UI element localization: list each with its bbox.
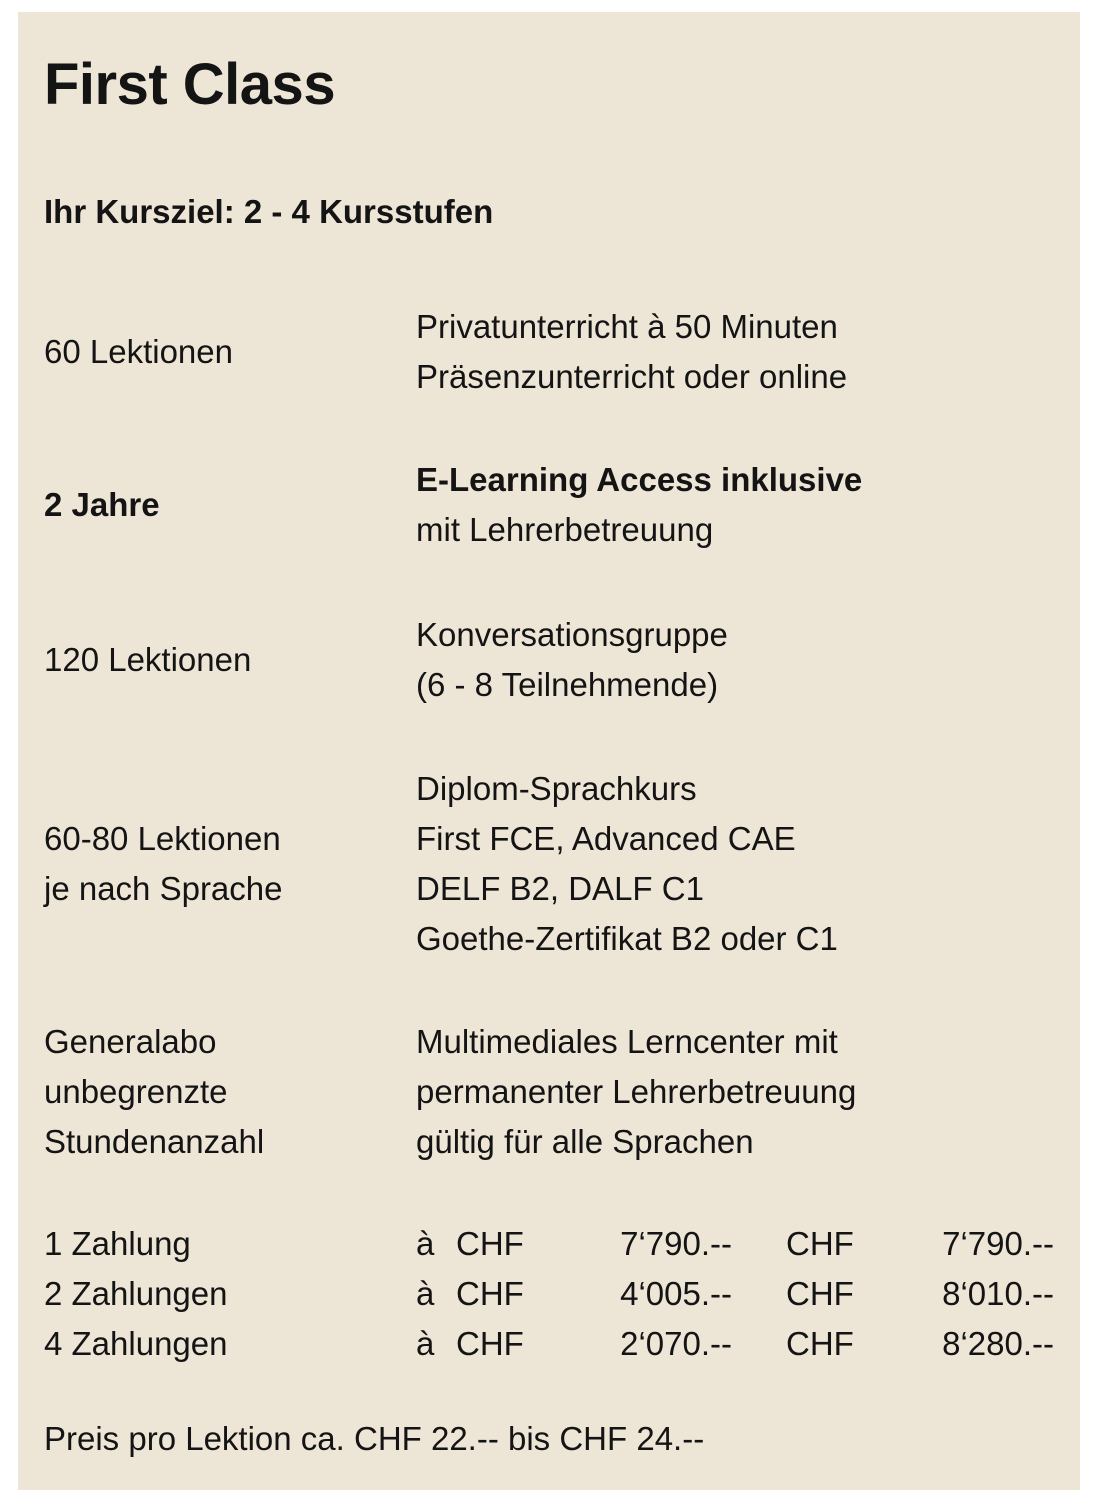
payment-row: 4 Zahlungen à CHF 2‘070.-- CHF 8‘280.--: [44, 1325, 1054, 1362]
feature-label: 60-80 Lektionen je nach Sprache: [44, 820, 283, 907]
payment-row: 1 Zahlung à CHF 7‘790.-- CHF 7‘790.--: [44, 1225, 1054, 1262]
feature-description: Konversationsgruppe (6 - 8 Teilnehmende): [416, 616, 728, 703]
feature-row-conversation: [44, 610, 1054, 710]
feature-row-lessons: [44, 302, 1054, 402]
feature-label: Generalabo unbegrenzte Stundenanzahl: [44, 1023, 265, 1160]
price-per-lesson: Preis pro Lektion ca. CHF 22.-- bis CHF 24.--: [44, 1420, 705, 1457]
feature-description: Privatunterricht à 50 Minuten Präsenzunterricht oder online: [416, 308, 848, 395]
feature-description: Multimediales Lerncenter mit permanenter Lehrerbetreuung gültig für alle Sprachen: [416, 1023, 857, 1160]
feature-row-diploma: [44, 764, 1054, 964]
feature-description: Diplom-Sprachkurs First FCE, Advanced CAE DELF B2, DALF C1 Goethe-Zertifikat B2 oder C1: [416, 770, 838, 957]
feature-row-duration: [44, 455, 1054, 555]
course-goal: Ihr Kursziel: 2 - 4 Kursstufen: [44, 193, 494, 230]
feature-label: 60 Lektionen: [44, 333, 233, 370]
card-title: First Class: [44, 52, 336, 117]
feature-description: E-Learning Access inklusive mit Lehrerbetreuung: [416, 461, 863, 548]
feature-label: 120 Lektionen: [44, 641, 252, 678]
pricing-card: [18, 12, 1080, 1490]
payment-row: 2 Zahlungen à CHF 4‘005.-- CHF 8‘010.--: [44, 1275, 1054, 1312]
feature-label: 2 Jahre: [44, 486, 160, 523]
feature-row-general-pass: [44, 1017, 1054, 1167]
